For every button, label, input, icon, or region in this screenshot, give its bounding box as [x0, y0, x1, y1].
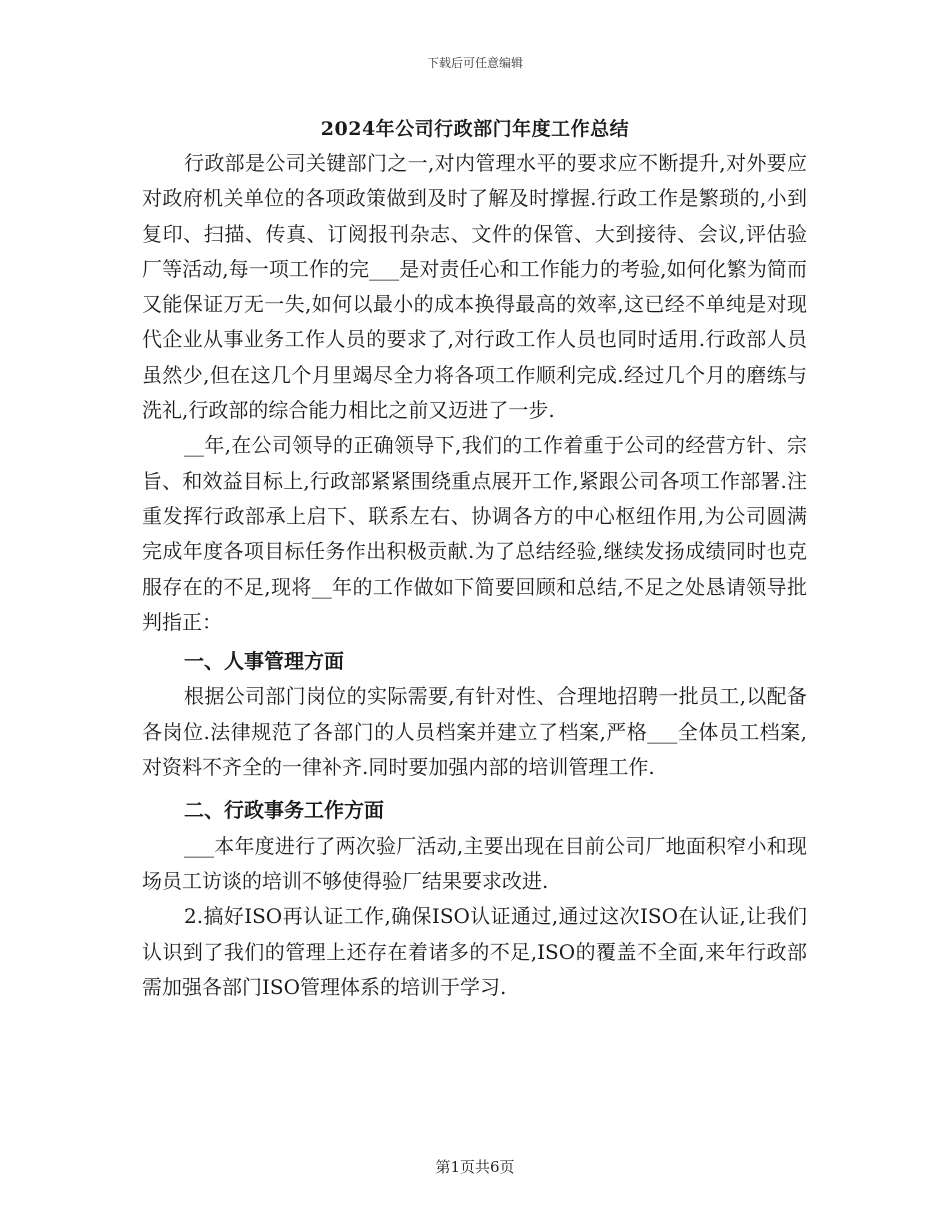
- section-heading-admin-affairs: 二、行政事务工作方面: [184, 798, 384, 823]
- header-note: 下载后可任意编辑: [426, 56, 523, 70]
- page-number: 第1页共6页: [435, 1158, 515, 1176]
- document-body: [142, 146, 807, 1005]
- document-title: 2024年公司行政部门年度工作总结: [320, 118, 630, 140]
- paragraph-factory-audit: ___本年度进行了两次验厂活动,主要出现在目前公司厂地面积窄小和现场员工访谈的培训不够使得验厂结果要求改进.: [142, 833, 807, 893]
- paragraph-overview: __年,在公司领导的正确领导下,我们的工作着重于公司的经营方针、宗旨、和效益目标上,行政部紧紧围绕重点展开工作,紧跟公司各项工作部署.注重发挥行政部承上启下、联系左右、协调各方的中心枢纽作用,为公司圆满完成年度各项目标任务作出积极贡献.为了总结经验,继续发扬成绩同时也克服存在的不足,现将__年的工作做如下简要回顾和总结,不足之处恳请领导批判指正：: [142, 433, 807, 634]
- paragraph-personnel: 根据公司部门岗位的实际需要,有针对性、合理地招聘一批员工,以配备各岗位.法律规范了各部门的人员档案并建立了档案,严格___全体员工档案,对资料不齐全的一律补齐.同时要加强内部的培训管理工作.: [142, 684, 807, 780]
- paragraph-iso: 2.搞好ISO再认证工作,确保ISO认证通过,通过这次ISO在认证,让我们认识到了我们的管理上还存在着诸多的不足,ISO的覆盖不全面,来年行政部需加强各部门ISO管理体系的培训于学习.: [142, 904, 807, 999]
- section-heading-personnel: 一、人事管理方面: [184, 649, 344, 674]
- paragraph-intro: 行政部是公司关键部门之一,对内管理水平的要求应不断提升,对外要应对政府机关单位的各项政策做到及时了解及时撑握.行政工作是繁琐的,小到复印、扫描、传真、订阅报刊杂志、文件的保管、大到接待、会议,评估验厂等活动,每一项工作的完___是对责任心和工作能力的考验,如何化繁为简而又能保证万无一失,如何以最小的成本换得最高的效率,这已经不单纯是对现代企业从事业务工作人员的要求了,对行政工作人员也同时适用.行政部人员虽然少,但在这几个月里竭尽全力将各项工作顺利完成.经过几个月的磨练与洗礼,行政部的综合能力相比之前又迈进了一步.: [142, 151, 807, 423]
